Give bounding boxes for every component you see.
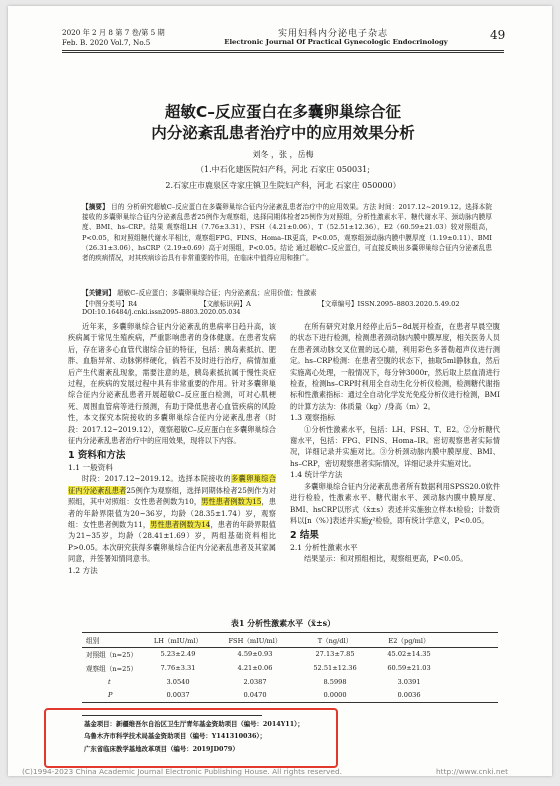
table-header-row [82, 633, 498, 647]
cnki-link[interactable]: http://www.cnki.net [436, 767, 509, 776]
header-page-number: 49 [490, 28, 506, 42]
title-line-2: 内分泌紊乱患者治疗中的应用效果分析 [151, 124, 415, 142]
table-header-cell: 组别 [86, 636, 100, 645]
annotation-box [44, 708, 338, 768]
table-cell: 0.0000 [323, 691, 347, 700]
table-cell: 2.0387 [243, 677, 267, 686]
table-caption: 表1 分析性激素水平（x̄±s） [230, 618, 336, 628]
section-2-heading: 2 结果 [290, 530, 319, 542]
section-1-2-heading: 1.2 方法 [68, 565, 98, 575]
table-row [82, 648, 498, 662]
table-cell: 8.5998 [323, 677, 347, 686]
section-2-1-heading: 2.1 分析性激素水平 [290, 542, 358, 552]
table-row [82, 661, 498, 675]
keywords [82, 287, 492, 297]
indicators-paragraph: ①分析性激素水平，包括：LH、FSH、T、E2。②分析糖代谢水平，包括：FPG、FINS、Homa–IR。密切观察患者实际情况，详细记录并实施对比。③分析颈动脉内膜中膜厚度、BMI、hs–CRP，密切观察患者实际情况，详细记录并实施对比。 [290, 424, 500, 468]
methods-paragraph: 在所有研究对象月经停止后5~8d展开检查，在患者早晨空腹的状态下进行检测，检测患者颈动脉内膜中膜厚度，相关医务人员在患者颈动脉交叉位置的远心端，利用彩色多普勒超声仪进行测定。hs–CRP检测：在患者空腹的状态下，抽取5ml静脉血，然后实施离心处理，一般情况下，每分钟3000r，然后取上层血清进行检查，检测hs–CRP时利用全自动生化分析仪检测，检测糖代谢指标和性激素指标：通过全自动化学发光免疫分析仪进行检测，BMI的计算方法为：体质量（kg）/身高（m）2。 [290, 322, 500, 411]
header-journal-en: Electronic Journal Of Practical Gynecologic Endocrinology [224, 38, 448, 46]
text-run: 25例作为观察组，选择同期体检者25例作为对照组，其中对照组：女性患者例数为10， [68, 485, 276, 507]
text-run: ，患者的年龄界限值为21~35岁，均龄（28.41±1.69）岁，两组基础资料相比P>0.05。本次研究获得多囊卵巢综合征内分泌紊乱患者及其家属同意，并签署知情同意书。 [68, 519, 276, 564]
table-cell: 52.51±12.36 [313, 663, 357, 672]
left-column [68, 321, 276, 576]
table-cell: P [108, 691, 113, 700]
authors: 刘冬 ，张 ，岳梅 [252, 150, 314, 159]
header-issue-cn: 2020 年 2 月 8 第 7 卷/第 5 期 [62, 28, 165, 37]
affiliation-1: （1.中石化建医院妇产科，河北 石家庄 050031; [196, 165, 370, 174]
text-run: ，患者的年龄界限值为20~36岁，均龄（28.35±1.74）岁，观察组：女性患者例数为11， [68, 497, 276, 529]
table-header-cell: T（ng/dl） [317, 636, 353, 645]
table-bottom-rule [82, 702, 498, 703]
table-cell: 0.0470 [243, 691, 267, 700]
header-journal-cn: 实用妇科内分泌电子杂志 [277, 29, 388, 39]
header-issue [62, 28, 165, 48]
statistics-paragraph: 多囊卵巢综合征内分泌紊乱患者所有数据利用SPSS20.0软件进行检验，性激素水平、糖代谢水平、颈动脉内膜中膜厚度、BMI、hsCRP以形式（x̄±s）表述并实施独立样本t检验；计数资料以[n（%）]表述并实施χ²检验，即有统计学意义，P<0.05。 [290, 481, 500, 525]
header-rule [62, 50, 504, 51]
hormone-table [82, 632, 498, 703]
highlighted-text: 男性患者例数为15 [201, 497, 262, 507]
table-cell: 3.0391 [397, 677, 421, 686]
table-cell: t [108, 677, 111, 686]
section-1-heading: 1 资料和方法 [68, 450, 126, 462]
meta-article-no: 【文章编号】ISSN.2095–8803.2020.5.49.02 [318, 300, 460, 308]
table-cell: 0.0037 [166, 691, 190, 700]
abstract-label: 【摘要】 [82, 203, 109, 211]
header-issue-en: Feb. B. 2020 Vol.7, No.5 [62, 38, 151, 47]
table-row [82, 675, 498, 689]
table-cell: 45.02±14.35 [387, 650, 431, 659]
funding-line: 基金项目：新疆维吾尔自治区卫生厅青年基金资助项目（编号：2014Y11）； [84, 720, 304, 728]
funding-line: 广东省临床教学基地改革项目（编号：2019JD079） [84, 744, 239, 753]
table-cell: 4.59±0.93 [237, 650, 273, 659]
general-data-paragraph [68, 473, 276, 564]
meta-doc-code: 【文献标识码】A [200, 300, 251, 308]
affiliation-2: 2.石家庄市鹿泉区寺家庄镇卫生院妇产科，河北 石家庄 050000） [165, 181, 401, 190]
table-header-cell: FSH（mIU/ml） [228, 636, 282, 645]
abstract-text: 目的 分析研究超敏C–反应蛋白在多囊卵巢综合征内分泌紊乱患者治疗中的应用效果。方法 时间：2017.12~2019.12。选择本院接收的多囊卵巢综合征内分泌紊乱患者25例作为观察组，选择同期体检者25例作为对照组，分析性激素水平、糖代谢水平、颈动脉内膜厚度、BMI、hs–CRP。结果 观察组LH（7.76±3.31）、FSH（4.21±0.06）、T（52.51±12.36）、E2（60.59±21.03）较对照组高，P<0.05，和对照组糖代谢水平相比，观察组FPG、FINS、Homa–IR更高，P<0.05，观察组颈动脉内膜中膜厚度（1.19±0.11）、BMI（26.31±3.06）、hsCRP（2.19±0.69）高于对照组，P<0.05。结论 通过超敏C–反应蛋白，可直接反映出多囊卵巢综合征内分泌紊乱患者的疾病情况，对其疾病诊治具有非常重要的作用，在临床中值得应用和推广。 [82, 203, 492, 263]
meta-clc: 【中图分类号】R4 [82, 300, 138, 308]
table-cell: 60.59±21.03 [387, 663, 431, 672]
right-column [290, 321, 500, 565]
keywords-text: 超敏C–反应蛋白；多囊卵巢综合征；内分泌紊乱；应用价值；性激素 [117, 289, 317, 297]
header-rule-thin [62, 52, 504, 53]
table-cell: 7.76±3.31 [160, 663, 196, 672]
table-header-cell: LH（mIU/ml） [153, 636, 203, 645]
intro-paragraph: 近年来，多囊卵巢综合征内分泌紊乱的患病率日趋升高，该疾病属于常见生殖疾病，严重影响患者的身体健康。在患者发病后，存在诸多心血管代谢综合征的特征，包括：胰岛素抵抗、肥胖、血脂异常、动脉粥样硬化，倘若不及时进行治疗，病情加重后产生代谢紊乱现象，需要注意的是，胰岛素抵抗属于慢性炎症过程，在疾病的发展过程中具有非常重要的作用。针对多囊卵巢综合征内分泌紊乱患者开展超敏C–反应蛋白检测，可对心肌梗死、周围血管病等进行预测，有助于降低患者心血管疾病的风险性，本文探究本院接收的多囊卵巢综合征内分泌紊乱患者（时段：2017.12~2019.12），观察超敏C–反应蛋白在多囊卵巢综合征内分泌紊乱患者治疗中的应用效果，现将以下内容。 [68, 322, 276, 446]
doi: DOI:10.16484/j.cnki.issn2095–8803.2020.05.034 [82, 308, 241, 316]
funding-line: 乌鲁木齐市科学技术局基金资助项目（编号：Y141310036）； [84, 732, 266, 741]
table-row [82, 688, 498, 702]
keywords-label: 【关键词】 [82, 289, 115, 297]
table-cell: 对照组（n=25） [86, 651, 138, 660]
table-header-cell: E2（pg/ml） [388, 636, 430, 645]
table-cell: 观察组（n=25） [86, 664, 138, 673]
table-cell: 0.0036 [397, 691, 421, 700]
text-run: 时段：2017.12~2019.12。选择本院接收的 [82, 474, 231, 484]
highlighted-text: 多囊卵巢综合征内分泌紊乱患者 [68, 474, 276, 495]
table-cell: 3.0540 [166, 677, 190, 686]
copyright-text: (C)1994-2023 China Academic Journal Electronic Publishing House. All rights reserved. [22, 767, 343, 776]
section-1-1-heading: 1.1 一般资料 [68, 462, 113, 472]
highlighted-text: 男性患者例数为14 [150, 519, 211, 529]
table-cell: 5.23±2.49 [160, 650, 196, 659]
results-paragraph: 结果显示：和对照组相比，观察组更高，P<0.05。 [304, 554, 468, 564]
table-cell: 4.21±0.06 [237, 663, 273, 672]
title-line-1: 超敏C–反应蛋白在多囊卵巢综合征 [164, 103, 402, 121]
abstract [82, 202, 492, 263]
table-cell: 27.13±7.85 [315, 650, 355, 659]
section-1-4-heading: 1.4 统计学方法 [290, 470, 343, 480]
journal-page [8, 6, 552, 776]
section-1-3-heading: 1.3 观察指标 [290, 413, 335, 423]
